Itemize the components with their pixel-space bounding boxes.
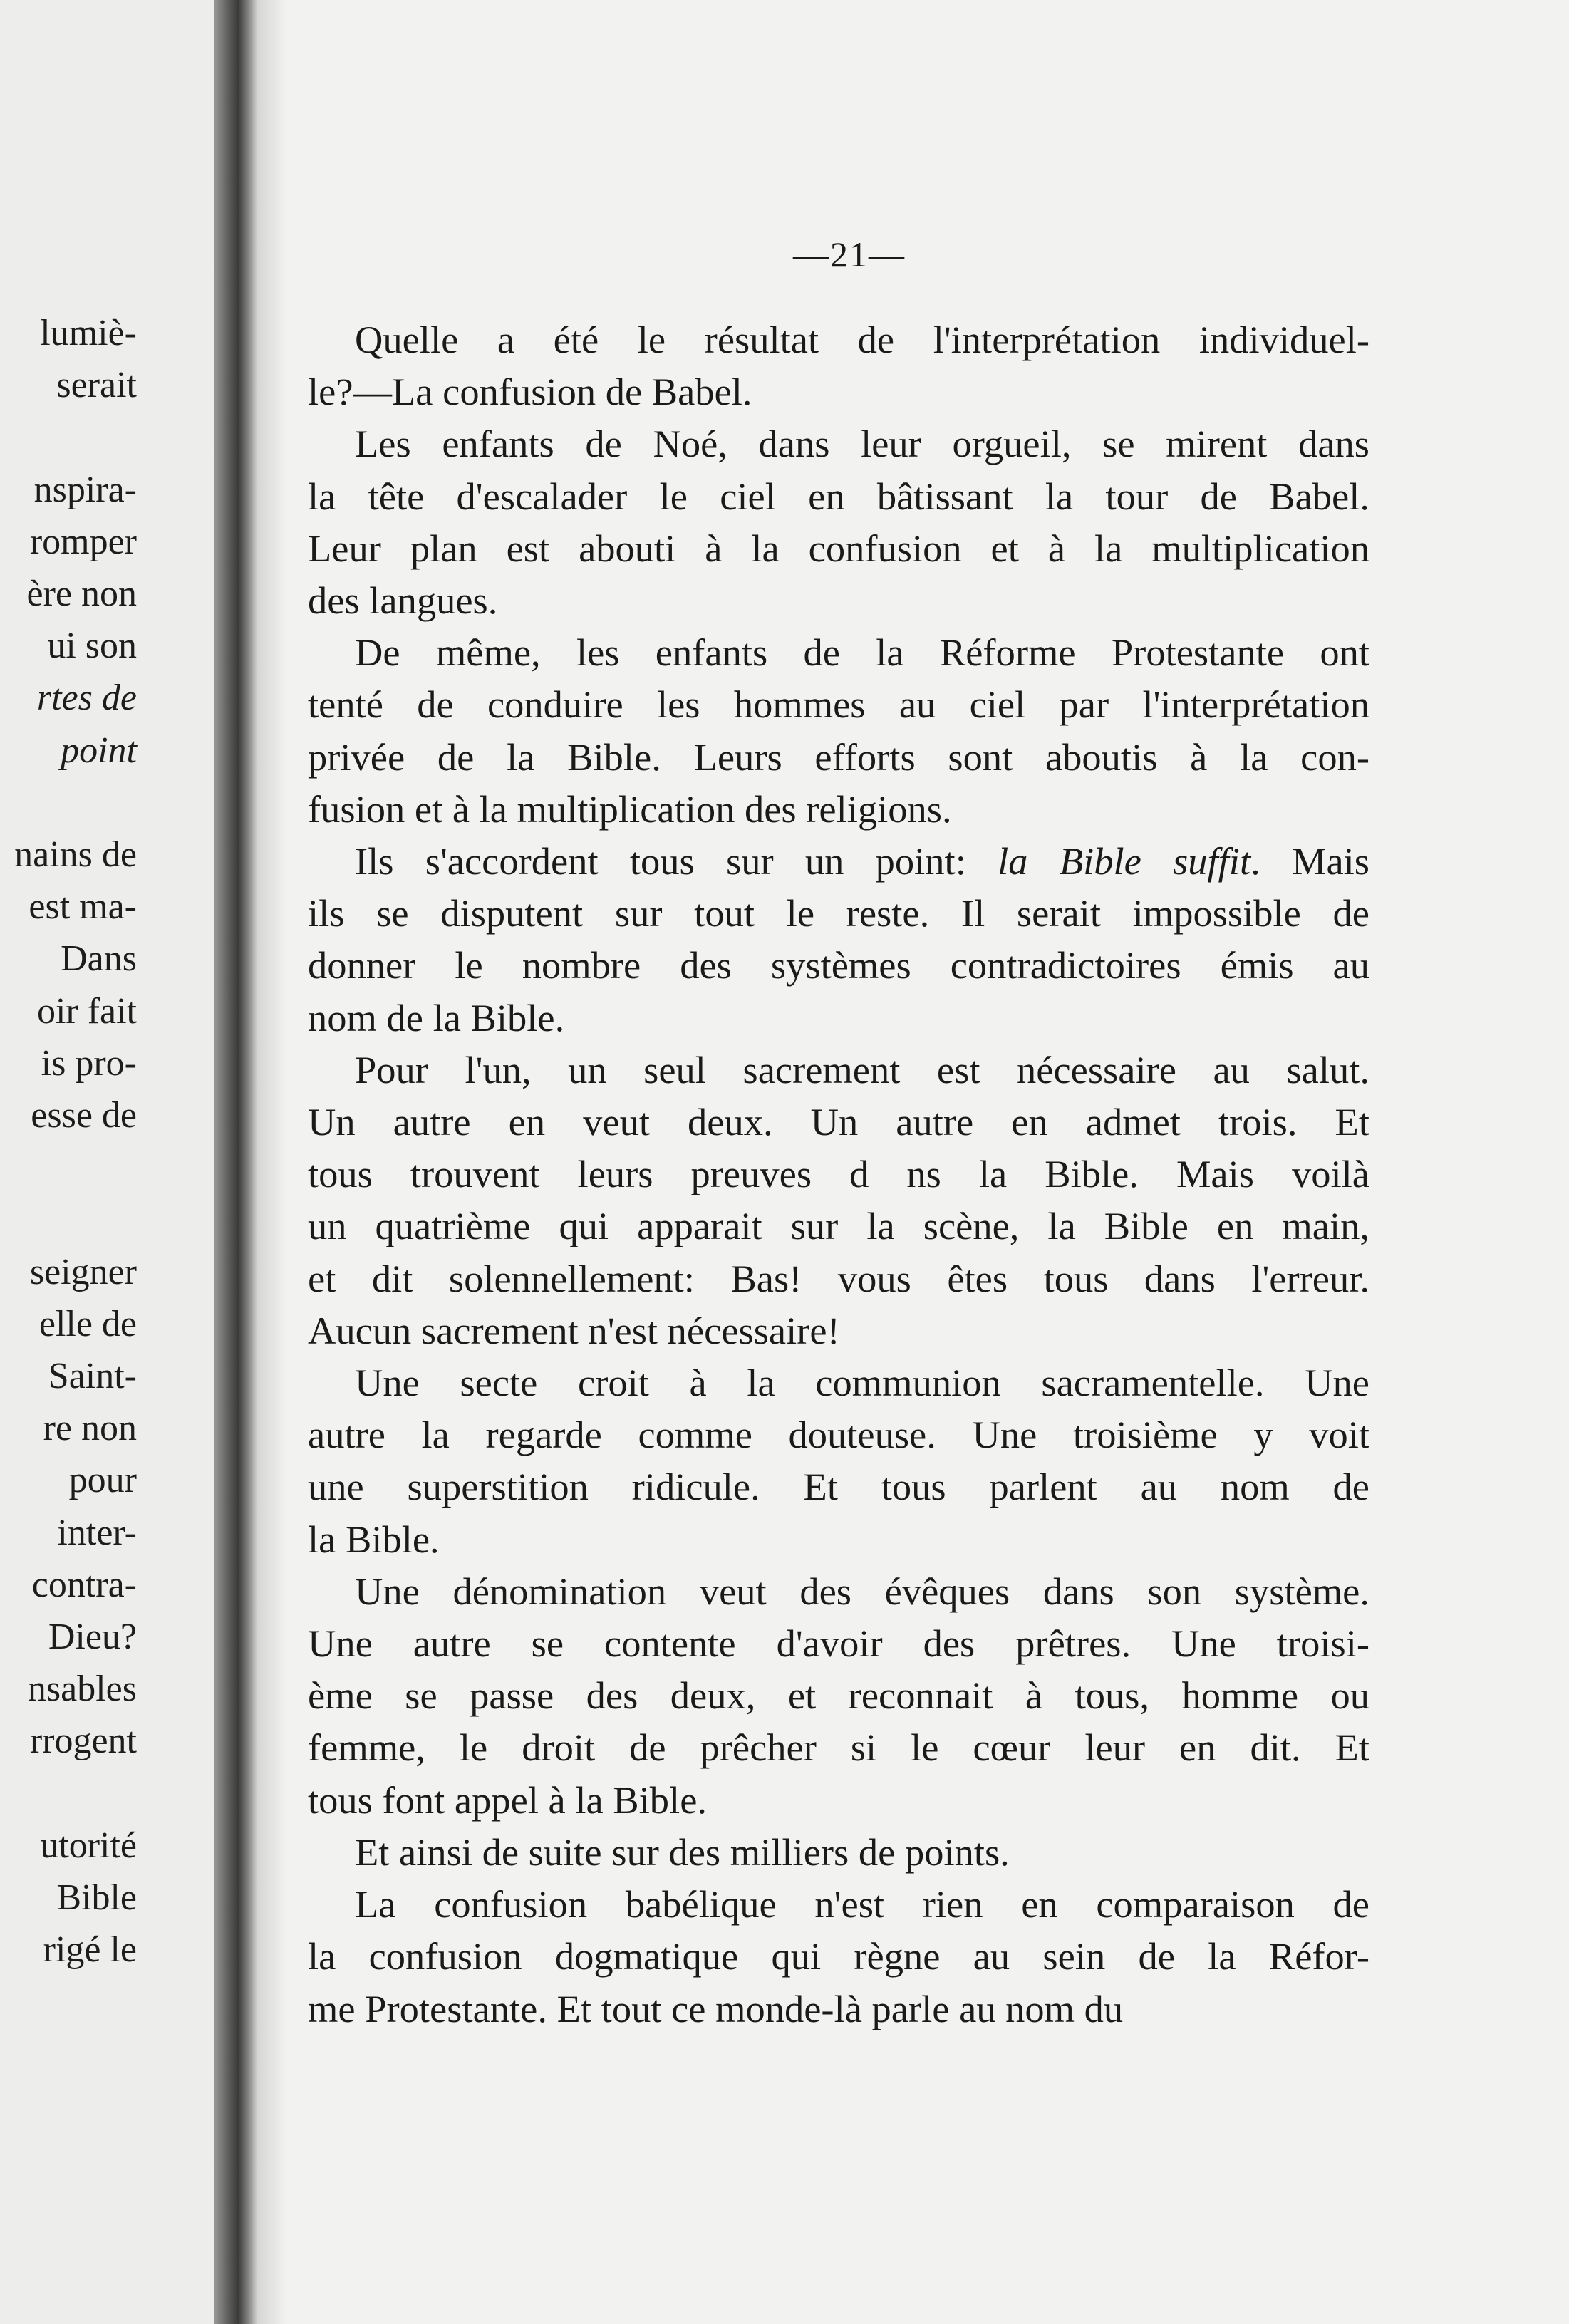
facing-page-fragment: elle de <box>38 1303 137 1344</box>
text-line <box>308 835 1369 887</box>
facing-page-fragment: Dans <box>61 938 137 980</box>
text-line: privée de la Bible. Leurs efforts sont aboutis à la con- <box>308 735 1369 779</box>
paragraph <box>308 1878 1369 2035</box>
text-line: la confusion dogmatique qui règne au sein de la Réfor- <box>308 1934 1369 1978</box>
text-line: un quatrième qui apparait sur la scène, la Bible en main, <box>308 1204 1369 1248</box>
facing-page-fragment: rtes de <box>36 678 137 719</box>
facing-page-fragment: point <box>61 730 137 771</box>
facing-page-fragment: romper <box>29 521 137 562</box>
text-line: tous trouvent leurs preuves d ns la Bible. Mais voilà <box>308 1152 1369 1196</box>
facing-page-fragment: serait <box>56 365 137 406</box>
text-line: Leur plan est abouti à la confusion et à la multiplication <box>308 526 1369 570</box>
text-line: La confusion babélique n'est rien en comparaison de <box>355 1882 1369 1926</box>
text-line: Aucun sacrement n'est nécessaire! <box>308 1308 840 1352</box>
text-line: autre la regarde comme douteuse. Une troisième y voit <box>308 1413 1369 1457</box>
text-line: ème se passe des deux, et reconnait à tous, homme ou <box>308 1674 1369 1718</box>
facing-page-fragment: oir fait <box>36 990 137 1032</box>
facing-page-fragment: nains de <box>14 834 137 875</box>
text-line: des langues. <box>308 579 498 623</box>
facing-page-fragment: esse de <box>31 1095 137 1136</box>
facing-page-fragment: lumiè- <box>40 313 137 353</box>
text-line: Pour l'un, un seul sacrement est nécessaire au salut. <box>355 1047 1369 1091</box>
paragraph <box>308 1565 1369 1826</box>
text-line: Une dénomination veut des évêques dans son système. <box>355 1569 1369 1613</box>
text-line: ils se disputent sur tout le reste. Il serait impossible de <box>308 891 1369 935</box>
facing-page-fragment: inter- <box>57 1512 137 1553</box>
facing-page-fragment: is pro- <box>41 1042 137 1084</box>
text-line: Une secte croit à la communion sacramentelle. Une <box>355 1361 1369 1405</box>
paragraph <box>308 626 1369 835</box>
text-line: la Bible. <box>308 1517 440 1561</box>
facing-page-text <box>0 0 214 2324</box>
text-run: . Mais <box>1250 839 1369 883</box>
text-line: donner le nombre des systèmes contradictoires émis au <box>308 943 1369 987</box>
paragraph <box>308 417 1369 626</box>
text-line: le?—La confusion de Babel. <box>308 370 752 414</box>
text-line: et dit solennellement: Bas! vous êtes tous dans l'erreur. <box>308 1256 1369 1300</box>
text-line: femme, le droit de prêcher si le cœur leur en dit. Et <box>308 1726 1369 1770</box>
text-line: Une autre se contente d'avoir des prêtres. Une troisi- <box>308 1622 1369 1666</box>
text-line: Les enfants de Noé, dans leur orgueil, se mirent dans <box>355 422 1369 466</box>
facing-page-fragment: est ma- <box>29 886 137 928</box>
paragraph <box>308 1356 1369 1565</box>
paragraph <box>308 835 1369 1044</box>
facing-page-fragment: ui son <box>47 626 137 667</box>
paragraph <box>308 1044 1369 1356</box>
text-line: Un autre en veut deux. Un autre en admet trois. Et <box>308 1100 1369 1144</box>
text-line: me Protestante. Et tout ce monde-là parle au nom du <box>308 1986 1124 2030</box>
text-line: De même, les enfants de la Réforme Protestante ont <box>355 631 1369 675</box>
facing-page-fragment: nspira- <box>33 469 137 510</box>
book-gutter <box>214 0 258 2324</box>
facing-page-fragment: seigner <box>29 1251 137 1292</box>
italic-emphasis: la Bible suffit <box>998 839 1251 883</box>
text-line: Quelle a été le résultat de l'interprétation individuel- <box>355 318 1369 361</box>
facing-page-fragment: pour <box>68 1460 137 1501</box>
facing-page-fragment: rigé le <box>43 1929 137 1971</box>
facing-page-fragment: ère non <box>26 574 137 614</box>
text-line: fusion et à la multiplication des religions. <box>308 787 952 831</box>
gutter-shadow <box>258 0 286 2324</box>
facing-page-fragment: utorité <box>40 1825 137 1866</box>
facing-page-fragment: Dieu? <box>48 1617 137 1657</box>
facing-page-fragment: Bible <box>56 1877 137 1918</box>
text-line: la tête d'escalader le ciel en bâtissant la tour de Babel. <box>308 474 1369 518</box>
paragraph <box>308 1826 1369 1878</box>
page-body <box>308 313 1369 2035</box>
facing-page-fragment: nsables <box>27 1669 137 1710</box>
text-run: Ils s'accordent tous sur un point: <box>355 839 998 883</box>
paragraph <box>308 313 1369 417</box>
facing-page-fragment: Saint- <box>48 1356 137 1396</box>
text-line: tenté de conduire les hommes au ciel par l'interprétation <box>308 683 1369 727</box>
text-line: Et ainsi de suite sur des milliers de points. <box>355 1830 1010 1874</box>
facing-page-fragment: re non <box>43 1408 137 1449</box>
facing-page-fragment: rrogent <box>29 1721 137 1762</box>
page-number: —21— <box>793 234 906 274</box>
text-line: tous font appel à la Bible. <box>308 1778 708 1822</box>
text-line: une superstition ridicule. Et tous parlent au nom de <box>308 1465 1369 1509</box>
text-line: nom de la Bible. <box>308 995 565 1039</box>
facing-page-fragment: contra- <box>31 1564 137 1605</box>
